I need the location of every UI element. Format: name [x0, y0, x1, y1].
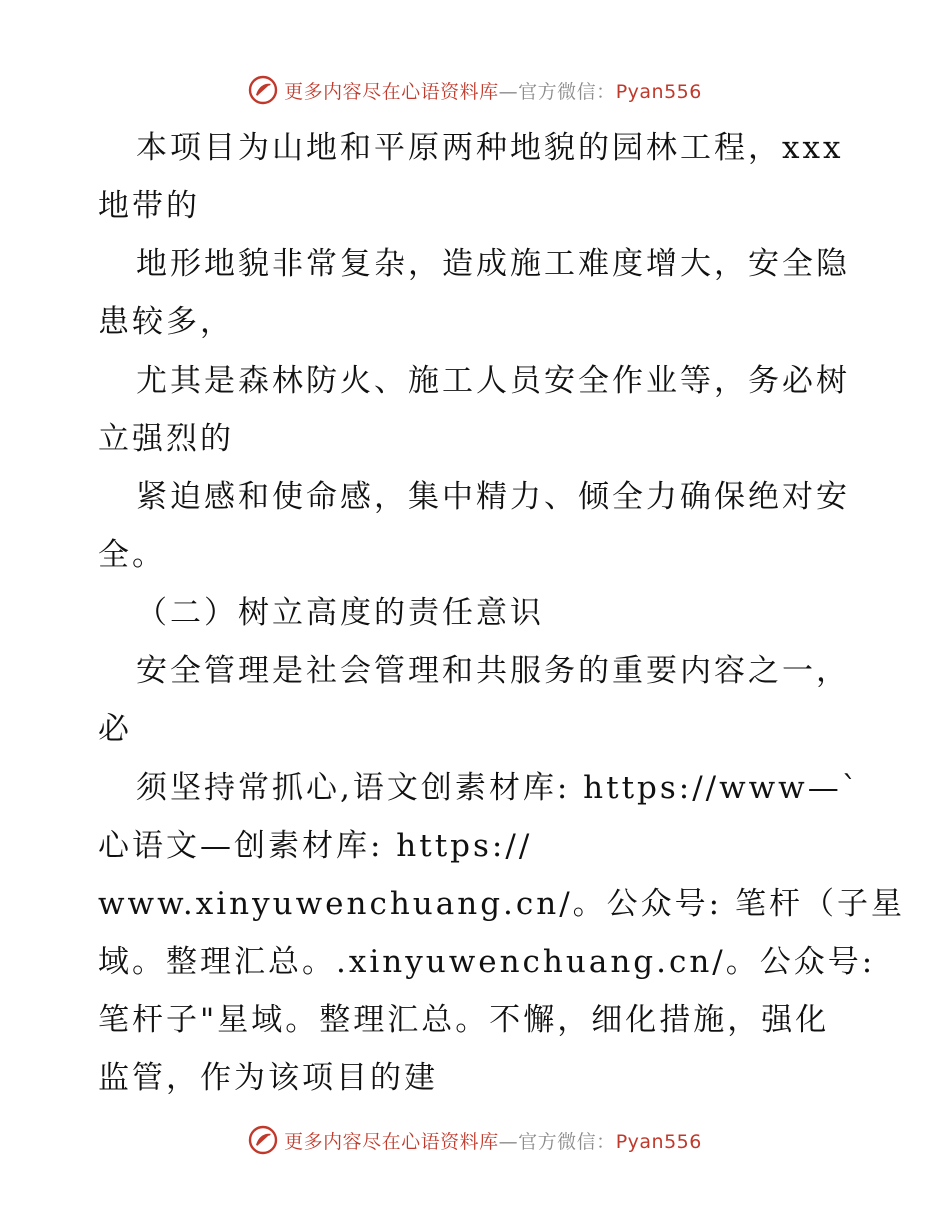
body-line-1: 本项目为山地和平原两种地貌的园林工程，xxx [136, 130, 844, 166]
footer-wechat-label: 官方微信： [518, 1130, 616, 1153]
body-line-12: 须坚持常抓心,语文创素材库: https://www—` [136, 770, 861, 806]
footer-banner [0, 1120, 950, 1160]
body-line-10: 安全管理是社会管理和共服务的重要内容之一， [136, 653, 850, 689]
body-line-13: 心语文—创素材库: https:// [98, 828, 533, 864]
brand-logo-icon [248, 75, 278, 105]
body-line-7: 紧迫感和使命感，集中精力、倾全力确保绝对安 [136, 479, 850, 515]
header-wechat-id: Pyan556 [615, 80, 702, 103]
footer-wechat-id: Pyan556 [615, 1130, 702, 1153]
body-line-5: 尤其是森林防火、施工人员安全作业等，务必树 [136, 363, 850, 399]
section-heading: （二）树立高度的责任意识 [136, 595, 544, 631]
body-line-4: 患较多， [98, 304, 234, 340]
body-line-6: 立强烈的 [98, 421, 234, 457]
body-line-14: www.xinyuwenchuang.cn/。公众号: 笔杆（子星 [98, 886, 905, 922]
footer-brand-logo-icon [248, 1125, 278, 1155]
header-banner [0, 70, 950, 110]
body-line-16: 笔杆子"星域。整理汇总。不懈，细化措施，强化 [98, 1002, 830, 1038]
header-brand: 更多内容尽在心语资料库 [284, 80, 499, 103]
body-line-2: 地带的 [98, 188, 200, 224]
body-line-15: 域。整理汇总。.xinyuwenchuang.cn/。公众号: [98, 944, 876, 980]
footer-brand: 更多内容尽在心语资料库 [284, 1130, 499, 1153]
body-line-17: 监管，作为该项目的建 [98, 1060, 438, 1096]
header-dash: — [498, 80, 519, 103]
footer-dash: — [498, 1130, 519, 1153]
body-line-8: 全。 [98, 537, 166, 573]
body-line-3: 地形地貌非常复杂，造成施工难度增大，安全隐 [136, 246, 850, 282]
header-banner-text [284, 77, 702, 104]
body-line-11: 必 [98, 711, 132, 747]
footer-banner-text [284, 1127, 702, 1154]
header-wechat-label: 官方微信： [518, 80, 616, 103]
